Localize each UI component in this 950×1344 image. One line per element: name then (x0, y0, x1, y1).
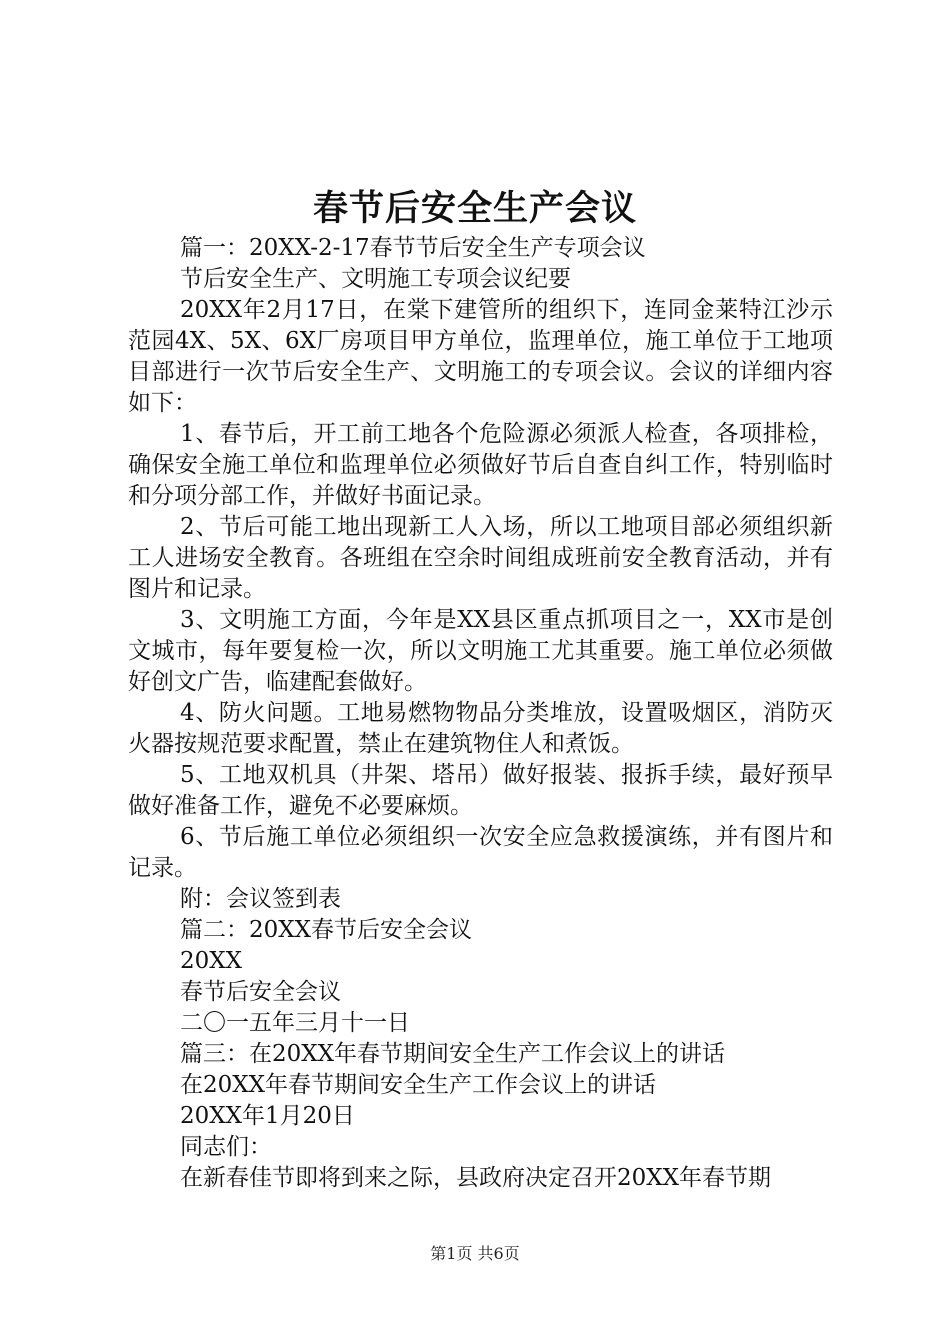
paragraph: 4、防火问题。工地易燃物物品分类堆放，设置吸烟区，消防灭火器按规范要求配置，禁止在建筑物住人和煮饭。 (128, 700, 833, 757)
paragraph: 20XX年1月20日 (180, 1103, 355, 1129)
paragraph: 在新春佳节即将到来之际，县政府决定召开20XX年春节期 (180, 1165, 772, 1191)
paragraph: 2、节后可能工地出现新工人入场，所以工地项目部必须组织新工人进场安全教育。各班组在空余时间组成班前安全教育活动，并有图片和记录。 (128, 514, 833, 602)
paragraph: 附：会议签到表 (180, 886, 341, 912)
paragraph: 篇二：20XX春节后安全会议 (180, 917, 473, 943)
paragraph: 二〇一五年三月十一日 (180, 1010, 410, 1036)
paragraph: 5、工地双机具（井架、塔吊）做好报装、报拆手续，最好预早做好准备工作，避免不必要麻烦。 (128, 762, 833, 819)
paragraph: 同志们： (180, 1134, 272, 1160)
paragraph: 3、文明施工方面，今年是XX县区重点抓项目之一，XX市是创文城市，每年要复检一次，所以文明施工尤其重要。施工单位必须做好创文广告，临建配套做好。 (128, 607, 833, 695)
page-footer: 第1页 共6页 (430, 1244, 520, 1263)
paragraph: 节后安全生产、文明施工专项会议纪要 (180, 266, 571, 292)
document-body (128, 233, 833, 1194)
paragraph: 20XX年2月17日，在棠下建管所的组织下，连同金莱特江沙示范园4X、5X、6X厂房项目甲方单位，监理单位，施工单位于工地项目部进行一次节后安全生产、文明施工的专项会议。会议的详细内容如下： (128, 297, 833, 416)
document-title: 春节后安全生产会议 (312, 188, 637, 229)
paragraph: 篇三：在20XX年春节期间安全生产工作会议上的讲话 (180, 1041, 726, 1067)
paragraph: 1、春节后，开工前工地各个危险源必须派人检查，各项排检，确保安全施工单位和监理单位必须做好节后自查自纠工作，特别临时和分项分部工作，并做好书面记录。 (128, 421, 833, 509)
paragraph: 篇一：20XX-2-17春节节后安全生产专项会议 (180, 235, 646, 261)
paragraph: 6、节后施工单位必须组织一次安全应急救援演练，并有图片和记录。 (128, 824, 833, 881)
paragraph: 在20XX年春节期间安全生产工作会议上的讲话 (180, 1072, 657, 1098)
paragraph: 春节后安全会议 (180, 979, 341, 1005)
paragraph: 20XX (180, 948, 243, 974)
